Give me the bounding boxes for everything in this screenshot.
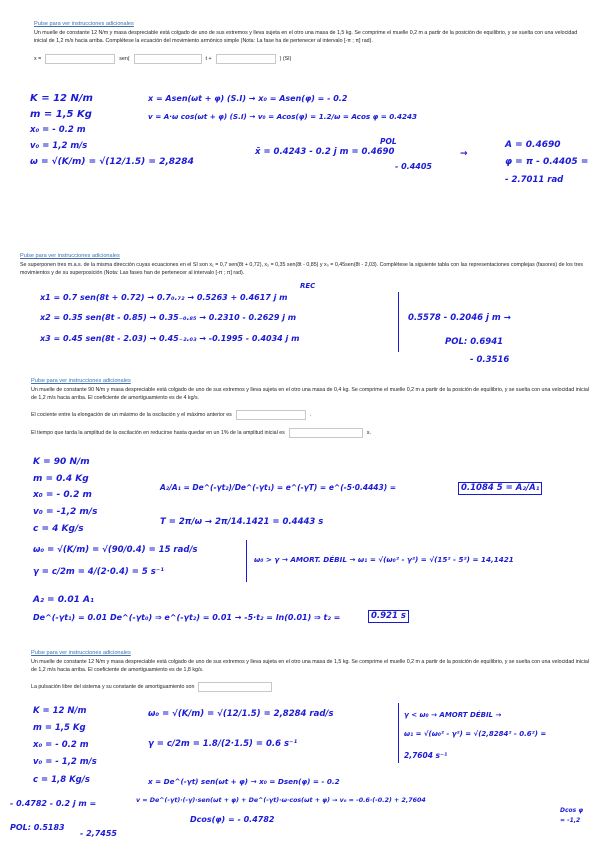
omega-input[interactable]: [134, 54, 202, 64]
hw-line: φ = π - 0.4405 =: [505, 157, 589, 167]
instructions-link[interactable]: Pulse para ver instrucciones adicionales: [31, 650, 131, 656]
hw-line: γ < ω₀ → AMORT DÉBIL →: [404, 711, 502, 719]
hw-line: v₀ = 1,2 m/s: [30, 141, 88, 151]
hw-line: γ = c/2m = 4/(2·0.4) = 5 s⁻¹: [33, 567, 164, 577]
t-label: t +: [205, 56, 212, 62]
hw-line: v = De^(-γt)·(-γ)·sen(ωt + φ) + De^(-γt)·ω·cos(ωt + φ) → v₀ = -0.6·(-0.2) + 2,7604: [136, 797, 426, 804]
hw-line: - 2,7455: [80, 829, 117, 838]
hw-line: γ = c/2m = 1.8/(2·1.5) = 0.6 s⁻¹: [148, 739, 298, 749]
instructions-link[interactable]: Pulse para ver instrucciones adicionales: [34, 21, 134, 27]
ratio-label: El cociente entre la elongación de un máximo de la oscilación y el máximo anterior es: [31, 412, 232, 418]
hw-line: - 2.7011 rad: [505, 175, 564, 185]
hw-line: c = 1,8 Kg/s: [33, 775, 90, 785]
hw-line: POL: [380, 137, 397, 146]
question-text: Se superponen tres m.a.s. de la misma dirección cuyas ecuaciones en el SI son x₁ = 0,7 sen(8t + 0,72), x₂ = 0,35 sen(8t - 0,85) y x₃ = 0,45sen(8t - 2,03). Complétese la siguiente tabla con las representaciones complejas (fasores) de los tres movimientos y de su superposición (Nota: Las fases han de pertenecer al intervalo [-π ; π] rad).: [20, 262, 584, 276]
hw-line: POL: 0.6941: [445, 337, 504, 347]
pulsation-row: [31, 682, 589, 692]
hw-line: v = A·ω cos(ωt + φ) (S.I) → v₀ = Acos(φ) = 1.2/ω = Acos φ = 0.4243: [148, 112, 418, 121]
hw-line: x̄ = 0.4243 - 0.2 j m = 0.4690: [255, 147, 395, 157]
hw-line: Dcos(φ) = - 0.4782: [190, 815, 275, 824]
hw-line: m = 1,5 Kg: [30, 109, 92, 120]
hw-line: ω₀ = √(K/m) = √(12/1.5) = 2,8284 rad/s: [148, 709, 334, 719]
hw-line: x₀ = - 0.2 m: [30, 125, 86, 135]
hw-line: ω₀ > γ → AMORT. DÉBIL → ω₁ = √(ω₀² - γ²) = √(15² - 5²) = 14,1421: [254, 555, 514, 564]
equation-row: [34, 54, 589, 64]
instructions-link[interactable]: Pulse para ver instrucciones adicionales: [31, 378, 131, 384]
question-text: Un muelle de constante 12 N/m y masa despreciable está colgado de uno de sus extremos y lleva sujeta en el otro una masa de 1,5 kg. Se comprime el muelle 0,2 m a partir de la posición de equilibrio, y se suelta con una velocidad inicial de 1,2 m/s hacia arriba. El coeficiente de amortiguamiento es de 1,8 kg/s.: [31, 659, 589, 673]
ratio-input[interactable]: [236, 410, 306, 420]
hw-line: T = 2π/ω → 2π/14.1421 = 0.4443 s: [160, 517, 324, 527]
si-label: ) (SI): [279, 56, 292, 62]
answer-box: 0.1084 5 = A₂/A₁: [458, 482, 542, 495]
hw-line: x₀ = - 0.2 m: [33, 740, 89, 750]
hw-line: REC: [300, 282, 316, 290]
time-label: El tiempo que tarda la amplitud de la oscilación en reducirse hasta quedar en un 1% de la amplitud inicial es: [31, 430, 285, 436]
pulsation-input[interactable]: [198, 682, 272, 692]
hw-line: 0.5578 - 0.2046 j m →: [408, 313, 511, 323]
phase-input[interactable]: [216, 54, 276, 64]
hw-line: K = 12 N/m: [33, 706, 87, 716]
sen-label: sen(: [119, 56, 130, 62]
hw-line: 2,7604 s⁻¹: [404, 751, 448, 760]
amplitude-input[interactable]: [45, 54, 115, 64]
hw-line: - 0.3516: [470, 355, 510, 365]
ratio-row: El cociente entre la elongación de un máximo de la oscilación y el máximo anterior es .: [31, 412, 312, 418]
pulsation-label: La pulsación libre del sistema y su constante de amortiguamiento son: [31, 684, 195, 690]
hw-line: m = 1,5 Kg: [33, 723, 86, 733]
question-1: [34, 21, 589, 64]
question-text: Un muelle de constante 12 N/m y masa despreciable está colgado de uno de sus extremos y lleva sujeta en el otro una masa de 1,5 kg. Se comprime el muelle 0,2 m a partir de la posición de equilibrio, y se suelta con una velocidad inicial de 1,2 m/s hacia arriba. Complétese la ecuación del movimiento armónico simple (Nota: La fase ha de pertenecer al intervalo [-π ; π] rad).: [34, 30, 578, 44]
hw-line: A₂ = 0.01 A₁: [33, 595, 94, 605]
answer-box: 0.921 s: [368, 610, 409, 623]
hw-line: x₀ = - 0.2 m: [33, 490, 92, 500]
x-label: x =: [34, 56, 42, 62]
hw-line: x = De^(-γt) sen(ωt + φ) → x₀ = Dsen(φ) = - 0.2: [148, 777, 340, 786]
brace: [392, 703, 399, 763]
hw-line: Dcos φ: [560, 807, 584, 814]
arrow-symbol: →: [460, 149, 468, 159]
brace: [392, 292, 399, 352]
hw-line: x = Asen(ωt + φ) (S.I) → x₀ = Asen(φ) = - 0.2: [148, 94, 348, 103]
hw-line: = -1,2: [560, 817, 581, 824]
hw-line: - 0.4782 - 0.2 j m =: [10, 799, 97, 808]
hw-line: K = 12 N/m: [30, 93, 93, 104]
question-3: [31, 378, 589, 438]
instructions-link[interactable]: Pulse para ver instrucciones adicionales: [20, 253, 120, 259]
hw-line: ω₁ = √(ω₀² - γ²) = √(2,8284² - 0.6²) =: [404, 730, 547, 738]
hw-line: x2 = 0.35 sen(8t - 0.85) → 0.35₋₀.₈₅ → 0.2310 - 0.2629 j m: [40, 313, 297, 322]
hw-line: ω = √(K/m) = √(12/1.5) = 2,8284: [30, 157, 194, 167]
hw-line: POL: 0.5183: [10, 823, 65, 832]
hw-line: v₀ = -1,2 m/s: [33, 507, 98, 517]
hw-line: De^(-γt₁) = 0.01 De^(-γt₀) ⇒ e^(-γt₂) = 0.01 → -5·t₂ = ln(0.01) ⇒ t₂ =: [33, 613, 341, 622]
hw-line: x3 = 0.45 sen(8t - 2.03) → 0.45₋₂.₀₃ → -0.1995 - 0.4034 j m: [40, 334, 300, 343]
hw-line: ω₀ = √(K/m) = √(90/0.4) = 15 rad/s: [33, 545, 198, 555]
hw-line: c = 4 Kg/s: [33, 524, 84, 534]
unit-label: s.: [366, 430, 371, 436]
question-4: [31, 650, 589, 692]
hw-line: v₀ = - 1,2 m/s: [33, 757, 97, 767]
time-input[interactable]: [289, 428, 363, 438]
hw-line: - 0.4405: [395, 162, 432, 171]
hw-line: x1 = 0.7 sen(8t + 0.72) → 0.7₀.₇₂ → 0.5263 + 0.4617 j m: [40, 293, 288, 302]
hw-line: m = 0.4 Kg: [33, 474, 89, 484]
question-text: Un muelle de constante 90 N/m y masa despreciable está colgado de uno de sus extremos y lleva sujeta en el otro una masa de 0,4 kg. Se comprime el muelle 0,2 m a partir de la posición de equilibrio, y se suelta con una velocidad inicial de 1,2 m/s hacia arriba. El coeficiente de amortiguamiento es de 4 kg/s.: [31, 387, 589, 401]
hw-line: A₂/A₁ = De^(-γt₂)/De^(-γt₁) = e^(-γT) = e^(-5·0.4443) =: [160, 483, 397, 492]
question-2: [20, 253, 589, 277]
time-row: [31, 428, 589, 438]
hw-line: K = 90 N/m: [33, 457, 90, 467]
brace: [240, 540, 247, 582]
hw-line: A = 0.4690: [505, 140, 561, 150]
